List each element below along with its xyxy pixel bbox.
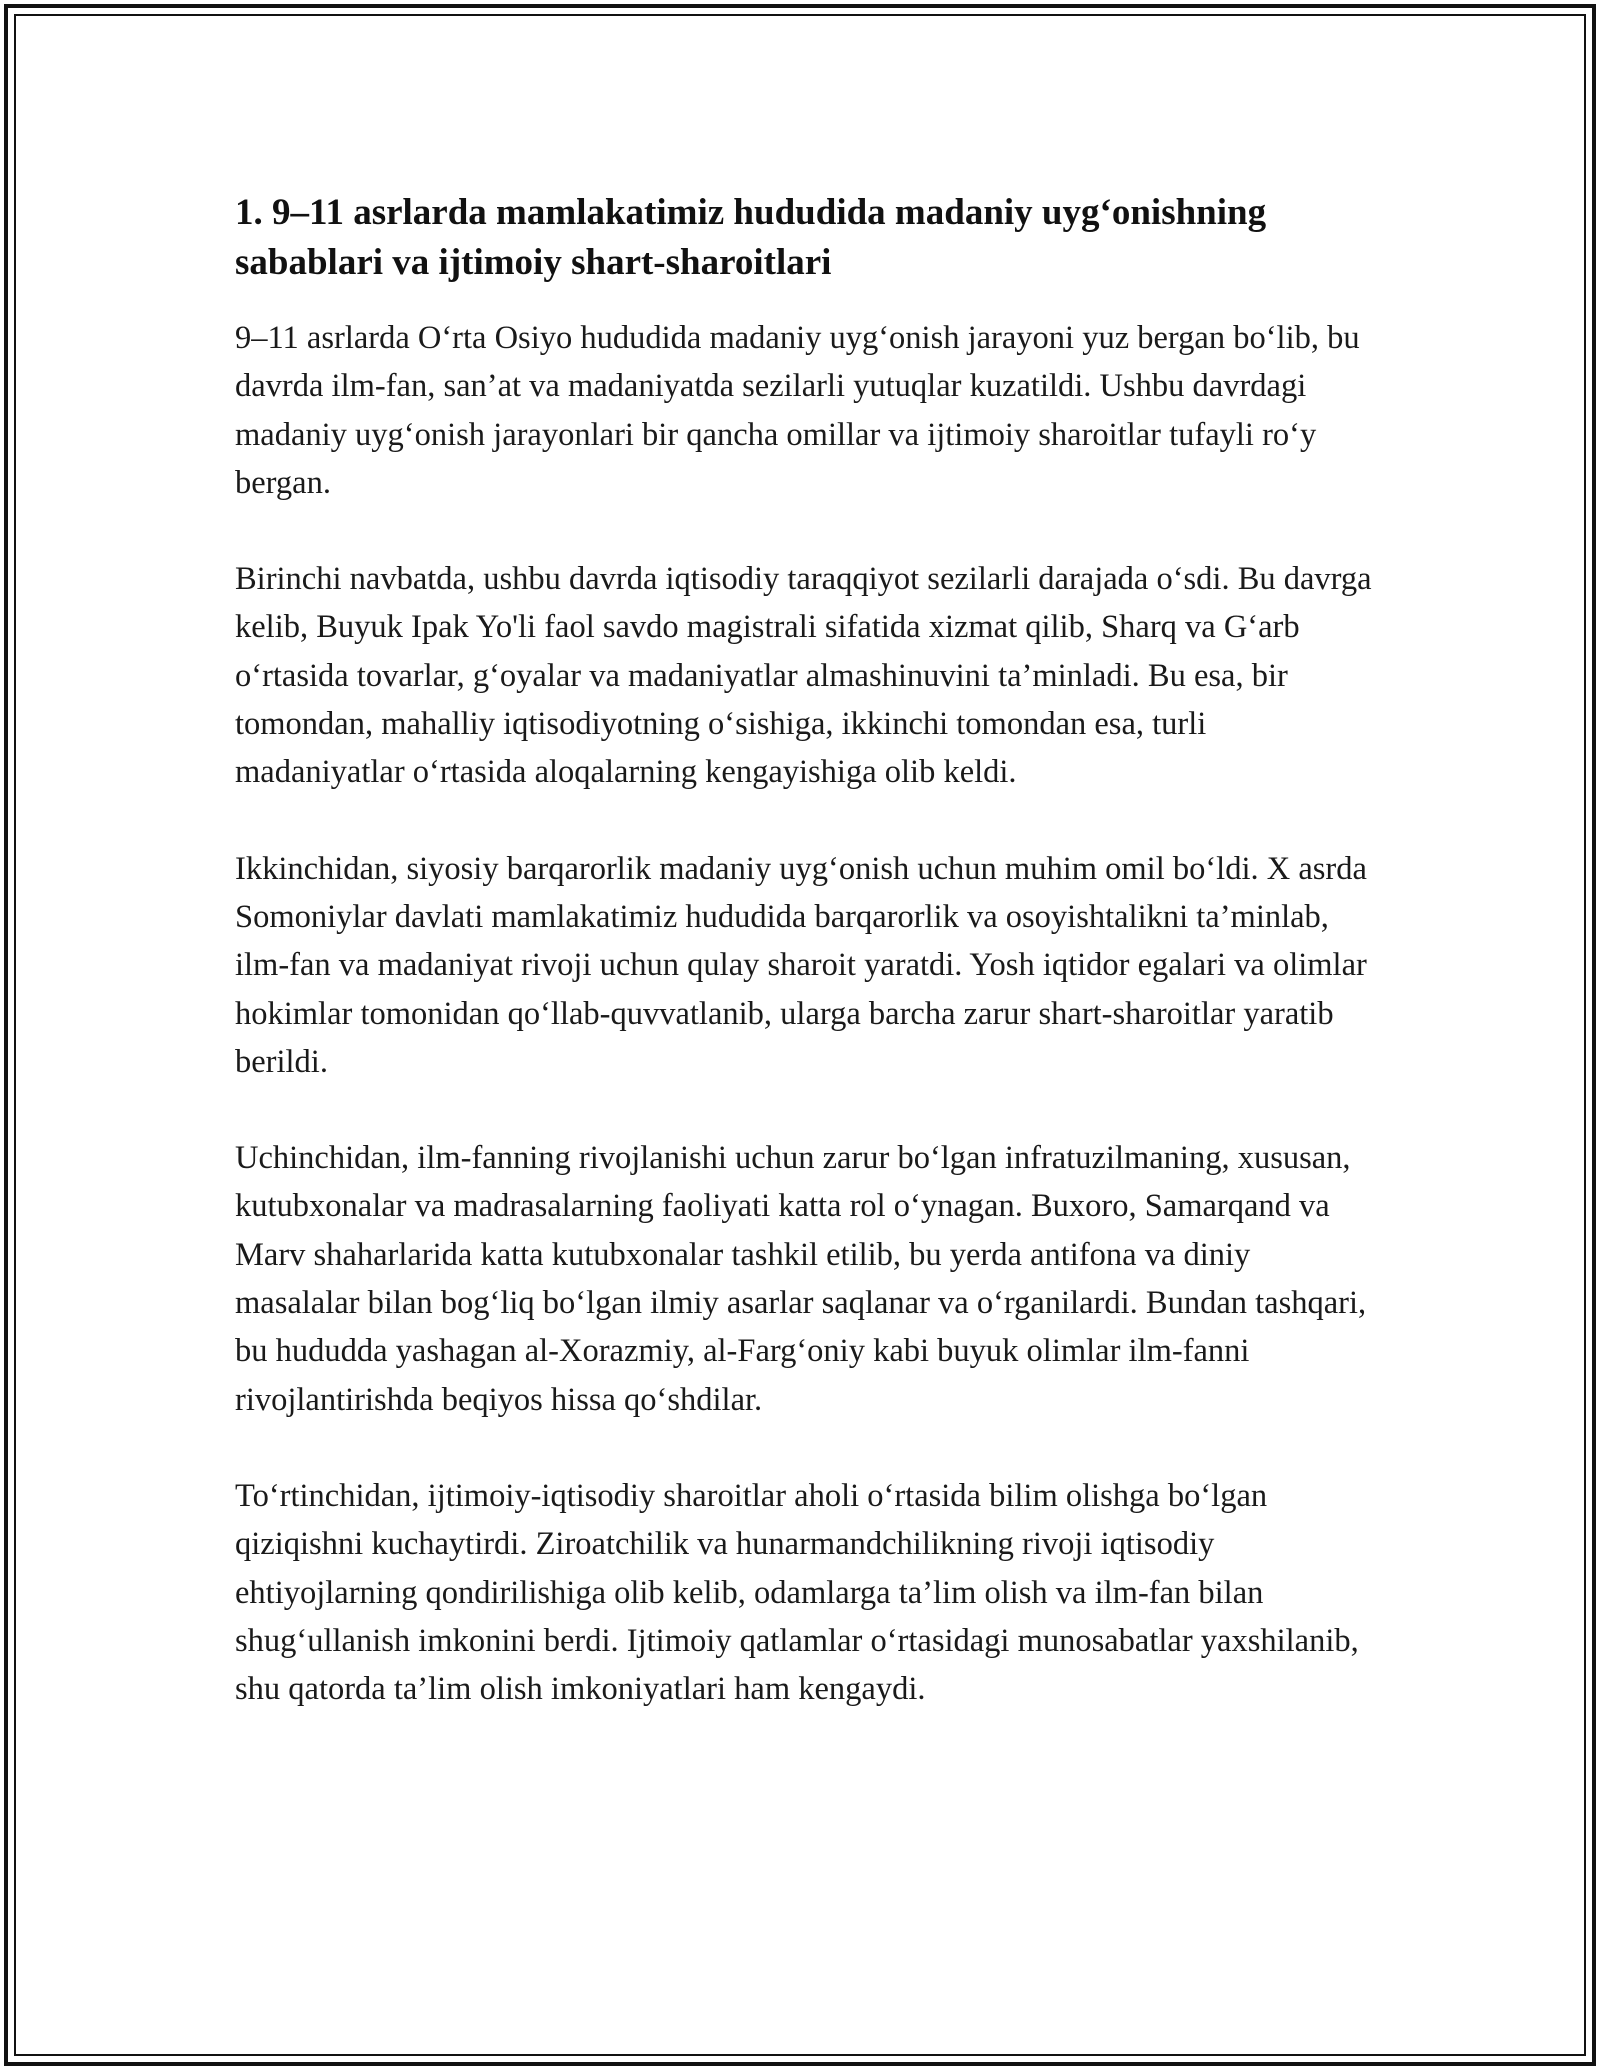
paragraph-intro: 9–11 asrlarda O‘rta Osiyo hududida madaniy uyg‘onish jarayoni yuz bergan bo‘lib, bu davrda ilm-fan, san’at va madaniyatda sezilarli yutuqlar kuzatildi. Ushbu davrdagi madaniy uyg‘onish jarayonlari bir qancha omillar va ijtimoiy sharoitlar tufayli ro‘y bergan. bbox=[235, 320, 1360, 501]
document-body bbox=[235, 188, 1375, 1713]
paragraph-social: To‘rtinchidan, ijtimoiy-iqtisodiy sharoitlar aholi o‘rtasida bilim olishga bo‘lgan qiziqishni kuchaytirdi. Ziroatchilik va hunarmandchilikning rivoji iqtisodiy ehtiyojlarning qondirilishiga olib kelib, odamlarga ta’lim olish va ilm-fan bilan shug‘ullanish imkonini berdi. Ijtimoiy qatlamlar o‘rtasidagi munosabatlar yaxshilanib, shu qatorda ta’lim olish imkoniyatlari ham kengaydi. bbox=[235, 1477, 1359, 1708]
paragraph-economic: Birinchi navbatda, ushbu davrda iqtisodiy taraqqiyot sezilarli darajada o‘sdi. Bu davrga kelib, Buyuk Ipak Yo'li faol savdo magistrali sifatida xizmat qilib, Sharq va G‘arb o‘rtasida tovarlar, g‘oyalar va madaniyatlar almashinuvini ta’minladi. Bu esa, bir tomondan, mahalliy iqtisodiyotning o‘sishiga, ikkinchi tomondan esa, turli madaniyatlar o‘rtasida aloqalarning kengayishiga olib keldi. bbox=[235, 561, 1372, 791]
paragraph-political: Ikkinchidan, siyosiy barqarorlik madaniy uyg‘onish uchun muhim omil bo‘ldi. X asrda Somoniylar davlati mamlakatimiz hududida barqarorlik va osoyishtalikni ta’minlab, ilm-fan va madaniyat rivoji uchun qulay sharoit yaratdi. Yosh iqtidor egalari va olimlar hokimlar tomonidan qo‘llab-quvvatlanib, ularga barcha zarur shart-sharoitlar yaratib berildi. bbox=[235, 850, 1367, 1080]
document-title: 1. 9–11 asrlarda mamlakatimiz hududida madaniy uyg‘onishning sabablari va ijtimoiy shart-sharoitlari bbox=[235, 192, 1267, 283]
paragraph-infrastructure: Uchinchidan, ilm-fanning rivojlanishi uchun zarur bo‘lgan infratuzilmaning, xususan, kutubxonalar va madrasalarning faoliyati katta rol o‘ynagan. Buxoro, Samarqand va Marv shaharlarida katta kutubxonalar tashkil etilib, bu yerda antifona va diniy masalalar bilan bog‘liq bo‘lgan ilmiy asarlar saqlanar va o‘rganilardi. Bundan tashqari, bu hududda yashagan al-Xorazmiy, al-Farg‘oniy kabi buyuk olimlar ilm-fanni rivojlantirishda beqiyos hissa qo‘shdilar. bbox=[235, 1140, 1367, 1418]
